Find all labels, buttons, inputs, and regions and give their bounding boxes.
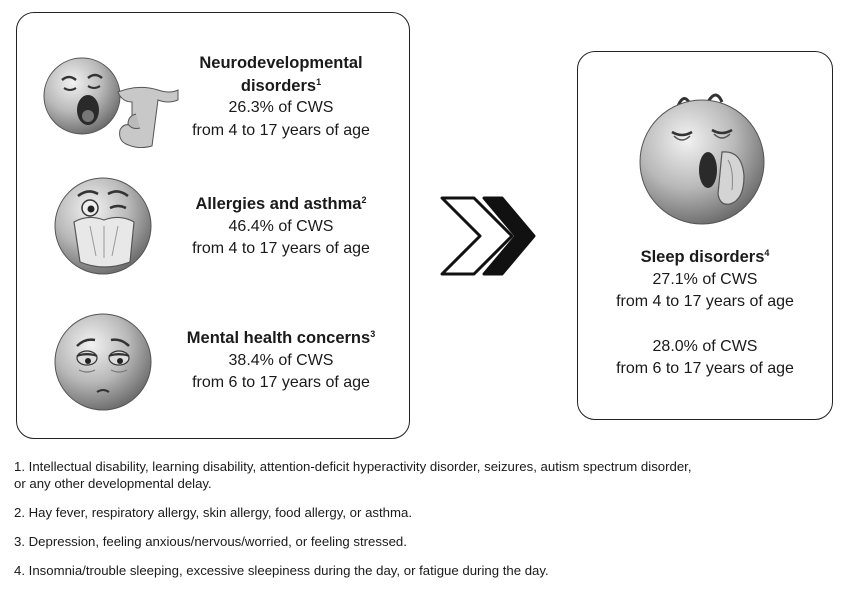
item-stat: 26.3% of CWS bbox=[228, 99, 334, 116]
item-stat: 28.0% of CWS bbox=[652, 337, 758, 355]
item-range: from 4 to 17 years of age bbox=[192, 240, 370, 257]
footnotes bbox=[14, 458, 814, 591]
item-title: Neurodevelopmental disorders$^1$ bbox=[199, 54, 363, 95]
footnote-4: 4. Insomnia/trouble sleeping, excessive sleepiness during the day, or fatigue during the day. bbox=[14, 563, 549, 578]
double-chevron-right-icon bbox=[438, 194, 538, 278]
item-range: from 6 to 17 years of age bbox=[192, 374, 370, 391]
item-range: from 4 to 17 years of age bbox=[192, 121, 370, 139]
item-title: Sleep disorders$^4$ bbox=[640, 248, 770, 266]
item-title: Mental health concerns$^3$ bbox=[186, 329, 376, 347]
footnote-1: 1. Intellectual disability, learning disability, attention-deficit hyperactivity disorder, seizures, autism spectrum disorder, or any other developmental delay. bbox=[14, 459, 692, 491]
sneezing-face-with-tissue-icon bbox=[50, 176, 156, 276]
footnote-2: 2. Hay fever, respiratory allergy, skin allergy, food allergy, or asthma. bbox=[14, 505, 412, 520]
item-stat: 27.1% of CWS bbox=[652, 270, 758, 288]
sleep-disorders-item bbox=[590, 246, 820, 381]
yawning-face-with-scroll-icon bbox=[40, 48, 182, 148]
item-stat: 38.4% of CWS bbox=[228, 351, 334, 369]
item-title: Allergies and asthma$^2$ bbox=[195, 195, 367, 213]
item-range: from 4 to 17 years of age bbox=[616, 293, 794, 310]
sad-tired-face-icon bbox=[51, 312, 155, 412]
item-stat: 46.4% of CWS bbox=[228, 217, 334, 235]
allergies-item bbox=[170, 193, 392, 261]
neurodevelopmental-item bbox=[170, 52, 392, 142]
mental-health-item bbox=[170, 327, 392, 395]
yawning-sleepy-face-icon bbox=[638, 88, 766, 228]
item-range: from 6 to 17 years of age bbox=[616, 360, 794, 377]
footnote-3: 3. Depression, feeling anxious/nervous/worried, or feeling stressed. bbox=[14, 534, 407, 549]
